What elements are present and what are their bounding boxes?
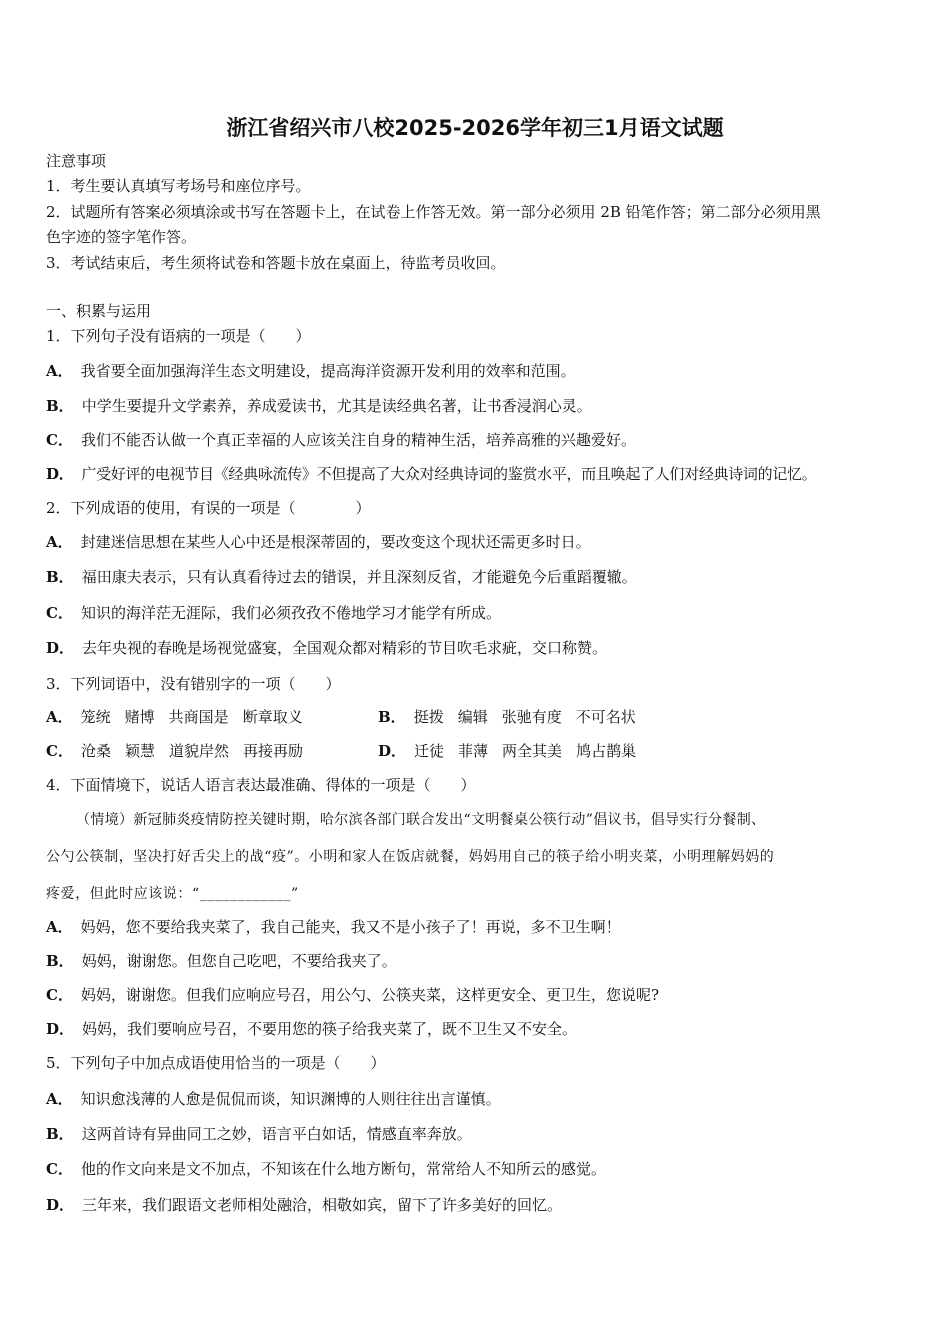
option-label: C． bbox=[46, 431, 73, 449]
option-label: B． bbox=[378, 708, 406, 726]
context-paragraph: （情境）新冠肺炎疫情防控关键时期，哈尔滨各部门联合发出“文明餐桌公筷行动”倡议书，倡导实行分餐制、 bbox=[76, 812, 766, 828]
notice-item: 3．考试结束后，考生须将试卷和答题卡放在桌面上，待监考员收回。 bbox=[46, 254, 506, 272]
option-text: 他的作文向来是文不加点，不知该在什么地方断句，常常给人不知所云的感觉。 bbox=[80, 1160, 606, 1178]
option-c bbox=[46, 603, 501, 623]
option-text: 中学生要提升文学素养，养成爱读书，尤其是读经典名著，让书香浸润心灵。 bbox=[81, 397, 592, 415]
option-d bbox=[378, 741, 636, 761]
option-d bbox=[46, 638, 607, 658]
option-word: 再接再励 bbox=[243, 742, 304, 760]
option-b bbox=[46, 567, 637, 587]
option-label: D． bbox=[378, 742, 407, 760]
option-word: 道貌岸然 bbox=[168, 742, 229, 760]
option-c bbox=[46, 1159, 606, 1179]
option-label: D． bbox=[46, 1196, 75, 1214]
option-text: 知识愈浅薄的人愈是侃侃而谈，知识渊博的人则往往出言谨慎。 bbox=[80, 1090, 501, 1108]
option-word: 菲薄 bbox=[458, 742, 489, 760]
option-label: C． bbox=[46, 604, 73, 622]
section-heading: 一、积累与运用 bbox=[46, 302, 152, 320]
option-text: 封建迷信思想在某些人心中还是根深蒂固的，要改变这个现状还需更多时日。 bbox=[80, 533, 591, 551]
question-stem: 3．下列词语中，没有错别字的一项（ ） bbox=[46, 675, 341, 693]
question-stem: 1．下列句子没有语病的一项是（ ） bbox=[46, 327, 311, 345]
option-d bbox=[46, 1195, 562, 1215]
option-word: 不可名状 bbox=[575, 708, 636, 726]
option-b bbox=[46, 396, 592, 416]
option-label: C． bbox=[46, 1160, 73, 1178]
option-word: 断章取义 bbox=[242, 708, 303, 726]
option-label: B． bbox=[46, 568, 74, 586]
context-paragraph: 公勺公筷制，坚决打好舌尖上的战“疫”。小明和家人在饭店就餐，妈妈用自己的筷子给小明夹菜，小明理解妈妈的 bbox=[46, 849, 775, 865]
option-b bbox=[46, 951, 397, 971]
option-label: A． bbox=[46, 362, 73, 380]
context-paragraph: 疼爱，但此时应该说：“____________” bbox=[46, 886, 299, 902]
page-title: 浙江省绍兴市八校2025-2026学年初三1月语文试题 bbox=[226, 116, 724, 140]
option-text: 福田康夫表示，只有认真看待过去的错误，并且深刻反省，才能避免今后重蹈覆辙。 bbox=[81, 568, 637, 586]
option-text: 妈妈，谢谢您。但您自己吃吧，不要给我夹了。 bbox=[81, 952, 397, 970]
option-word: 两全其美 bbox=[502, 742, 563, 760]
question-stem: 4．下面情境下，说话人语言表达最准确、得体的一项是（ ） bbox=[46, 776, 476, 794]
option-a bbox=[46, 1089, 501, 1109]
option-label: D． bbox=[46, 465, 74, 483]
option-c bbox=[46, 430, 636, 450]
option-label: B． bbox=[46, 1125, 74, 1143]
notice-heading: 注意事项 bbox=[46, 152, 107, 170]
option-label: B． bbox=[46, 397, 74, 415]
option-a bbox=[46, 361, 576, 381]
option-word: 笼统 bbox=[80, 708, 111, 726]
option-text: 妈妈，谢谢您。但我们应响应号召，用公勺、公筷夹菜，这样更安全、更卫生，您说呢? bbox=[80, 986, 659, 1004]
option-a bbox=[46, 707, 303, 727]
option-d bbox=[46, 1019, 577, 1039]
notice-item: 色字迹的签字笔作答。 bbox=[46, 228, 197, 246]
option-word: 挺拨 bbox=[413, 708, 444, 726]
option-text: 三年来，我们跟语文老师相处融洽，相敬如宾，留下了许多美好的回忆。 bbox=[82, 1196, 563, 1214]
option-label: D． bbox=[46, 1020, 75, 1038]
option-label: A． bbox=[46, 533, 73, 551]
option-label: B． bbox=[46, 952, 74, 970]
option-word: 鸠占鹊巢 bbox=[576, 742, 637, 760]
option-a bbox=[46, 532, 591, 552]
question-stem: 5．下列句子中加点成语使用恰当的一项是（ ） bbox=[46, 1054, 386, 1072]
option-text: 去年央视的春晚是场视觉盛宴，全国观众都对精彩的节目吹毛求疵，交口称赞。 bbox=[82, 639, 608, 657]
option-label: A． bbox=[46, 708, 73, 726]
option-a bbox=[46, 917, 621, 937]
option-text: 广受好评的电视节目《经典咏流传》不但提高了大众对经典诗词的鉴赏水平，而且唤起了人们对经典诗词的记忆。 bbox=[81, 465, 817, 483]
option-word: 颖慧 bbox=[124, 742, 155, 760]
option-c bbox=[46, 985, 659, 1005]
option-word: 迁徒 bbox=[414, 742, 445, 760]
option-label: C． bbox=[46, 986, 73, 1004]
option-label: D． bbox=[46, 639, 75, 657]
notice-item: 1．考生要认真填写考场号和座位序号。 bbox=[46, 177, 311, 195]
option-text: 我们不能否认做一个真正幸福的人应该关注自身的精神生活，培养高雅的兴趣爱好。 bbox=[80, 431, 636, 449]
option-c bbox=[46, 741, 303, 761]
notice-item: 2．试题所有答案必须填涂或书写在答题卡上，在试卷上作答无效。第一部分必须用 2B 铅笔作答；第二部分必须用黑 bbox=[46, 203, 821, 221]
option-label: C． bbox=[46, 742, 73, 760]
option-b bbox=[46, 1124, 472, 1144]
question-stem: 2．下列成语的使用，有误的一项是（ ） bbox=[46, 499, 371, 517]
option-b bbox=[378, 707, 636, 727]
option-label: A． bbox=[46, 918, 73, 936]
option-text: 这两首诗有异曲同工之妙，语言平白如话，情感直率奔放。 bbox=[81, 1125, 472, 1143]
option-text: 知识的海洋茫无涯际，我们必须孜孜不倦地学习才能学有所成。 bbox=[80, 604, 501, 622]
option-word: 赌博 bbox=[124, 708, 155, 726]
option-word: 张驰有度 bbox=[501, 708, 562, 726]
option-word: 沧桑 bbox=[80, 742, 111, 760]
option-label: A． bbox=[46, 1090, 73, 1108]
option-text: 妈妈，我们要响应号召，不要用您的筷子给我夹菜了，既不卫生又不安全。 bbox=[82, 1020, 578, 1038]
option-d bbox=[46, 464, 816, 484]
option-text: 我省要全面加强海洋生态文明建设，提高海洋资源开发利用的效率和范围。 bbox=[80, 362, 576, 380]
option-text: 妈妈，您不要给我夹菜了，我自己能夹，我又不是小孩子了！再说，多不卫生啊！ bbox=[80, 918, 621, 936]
option-word: 共商国是 bbox=[168, 708, 229, 726]
option-word: 编辑 bbox=[457, 708, 488, 726]
